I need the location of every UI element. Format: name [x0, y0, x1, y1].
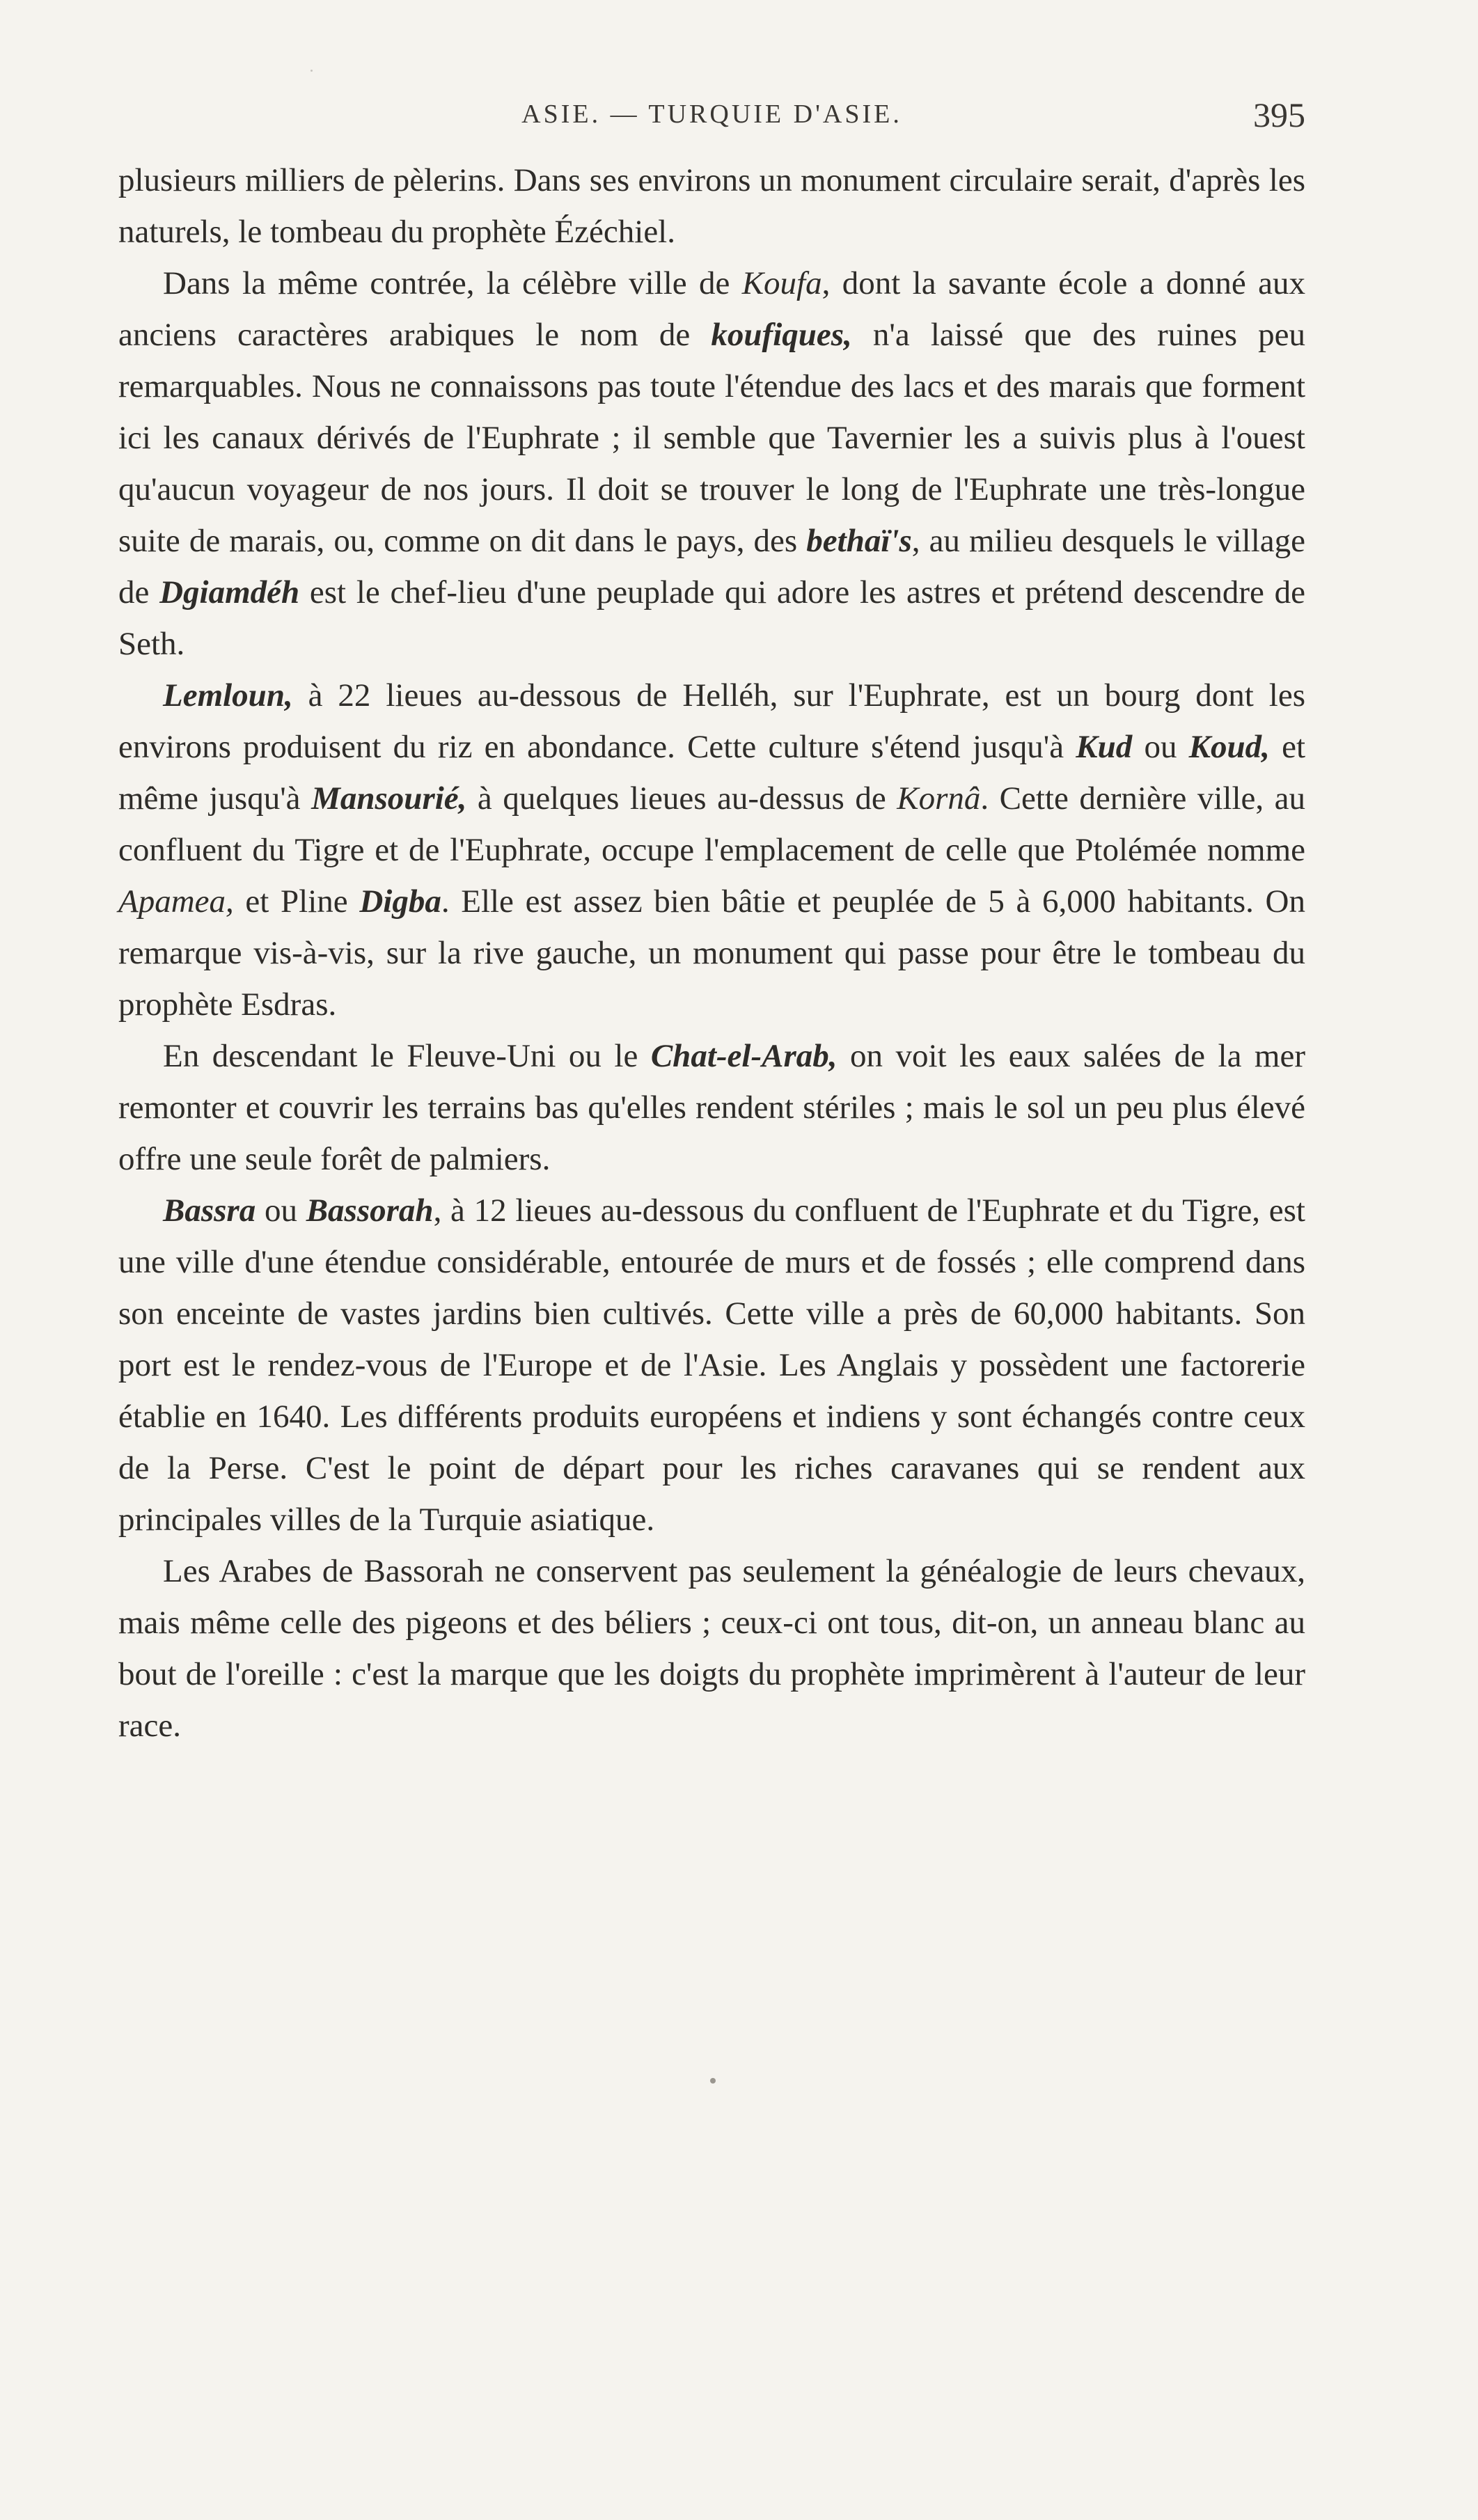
text-run: on voit les eaux salées de la mer remonter et couvrir les terrains bas qu'elles rendent stériles ; mais le sol un peu plus élevé offre une seule forêt de palmiers. [118, 1038, 1305, 1177]
text-run: Les Arabes de Bassorah ne conservent pas seulement la généalogie de leurs chevaux, mais même celle des pigeons et des béliers ; ceux-ci ont tous, dit-on, un anneau blanc au bout de l'oreille : c'est la marque que les doigts du prophète imprimèrent à l'auteur de leur race. [118, 1553, 1305, 1744]
emphasized-place-name: Digba [359, 883, 441, 920]
text-run: et Pline [233, 883, 360, 920]
running-head [118, 95, 1305, 141]
text-run: et même jusqu'à [118, 729, 1306, 817]
emphasized-place-name: Chat-el-Arab, [650, 1038, 838, 1074]
text-run: ou [255, 1192, 306, 1229]
text-run: plusieurs milliers de pèlerins. Dans ses environs un monument circulaire serait, d'après les naturels, le tombeau du prophète Ézéchiel. [118, 162, 1305, 250]
italic-term: Apamea, [118, 883, 234, 920]
text-run: n'a laissé que des ruines peu remarquables. Nous ne connaissons pas toute l'étendue des lacs et des marais que forment ici les canaux dérivés de l'Euphrate ; il semble que Tavernier les a suivis plus à l'ouest qu'aucun voyageur de nos jours. Il doit se trouver le long de l'Euphrate une très-longue suite de marais, ou, comme on dit dans le pays, des [118, 317, 1306, 559]
paragraph [118, 670, 1305, 1030]
emphasized-place-name: koufiques, [711, 317, 852, 353]
paragraph [118, 1185, 1305, 1545]
running-title: ASIE. — TURQUIE D'ASIE. [521, 100, 902, 129]
text-run: . Cette dernière ville, au confluent du Tigre et de l'Euphrate, occupe l'emplacement de celle que Ptolémée nomme [118, 780, 1306, 868]
body-text [118, 155, 1305, 1751]
text-run: Dans la même contrée, la célèbre ville de [163, 265, 742, 301]
text-run: , au milieu desquels le village de [118, 523, 1305, 611]
text-run: ou [1132, 729, 1189, 765]
emphasized-place-name: Mansourié, [311, 780, 467, 817]
paper-speck [710, 2078, 716, 2084]
paper-speck [310, 70, 313, 72]
emphasized-place-name: Bassra [163, 1192, 256, 1229]
emphasized-place-name: Bassorah [306, 1192, 434, 1229]
emphasized-place-name: Koud, [1188, 729, 1270, 765]
text-run: . Elle est assez bien bâtie et peuplée de 5 à 6,000 habitants. On remarque vis-à-vis, sur la rive gauche, un monument qui passe pour être le tombeau du prophète Esdras. [118, 883, 1305, 1023]
emphasized-place-name: Kud [1076, 729, 1133, 765]
emphasized-place-name: Lemloun, [163, 677, 293, 714]
italic-term: Kornâ [897, 780, 981, 817]
emphasized-place-name: Dgiamdéh [159, 574, 300, 611]
text-run: à quelques lieues au-dessus de [466, 780, 897, 817]
text-run: , à 12 lieues au-dessous du confluent de l'Euphrate et du Tigre, est une ville d'une étendue considérable, entourée de murs et de fossés ; elle comprend dans son enceinte de vastes jardins bien cultivés. Cette ville a près de 60,000 habitants. Son port est le rendez-vous de l'Europe et de l'Asie. Les Anglais y possèdent une factorerie établie en 1640. Les différents produits européens et indiens y sont échangés contre ceux de la Perse. C'est le point de départ pour les riches caravanes qui se rendent aux principales villes de la Turquie asiatique. [118, 1192, 1305, 1538]
emphasized-place-name: bethaï's [806, 523, 912, 559]
paragraph [118, 1545, 1305, 1751]
text-run: En descendant le Fleuve-Uni ou le [163, 1038, 651, 1074]
paragraph [118, 258, 1305, 670]
paragraph [118, 155, 1305, 258]
paragraph [118, 1030, 1305, 1185]
page-number: 395 [1253, 95, 1305, 134]
text-run: à 22 lieues au-dessous de Helléh, sur l'Euphrate, est un bourg dont les environs produisent du riz en abondance. Cette culture s'étend jusqu'à [118, 677, 1305, 765]
text-run: est le chef-lieu d'une peuplade qui adore les astres et prétend descendre de Seth. [118, 574, 1305, 662]
italic-term: Koufa [741, 265, 822, 301]
text-run: , dont la savante école a donné aux anciens caractères arabiques le nom de [118, 265, 1305, 353]
